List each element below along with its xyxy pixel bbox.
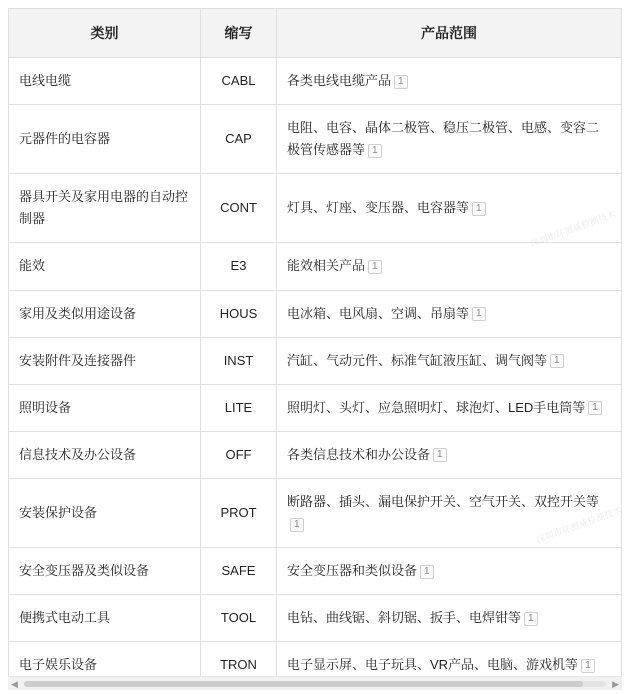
cell-category: 电线电缆 <box>9 58 201 105</box>
cell-abbreviation: CONT <box>201 174 277 243</box>
scope-text: 各类信息技术和办公设备 <box>287 446 431 462</box>
cell-abbreviation: OFF <box>201 431 277 478</box>
table-row <box>9 595 622 642</box>
footnote-mark: 1 <box>368 260 382 274</box>
cell-category: 电子娱乐设备 <box>9 642 201 689</box>
cell-abbreviation: INST <box>201 337 277 384</box>
scope-text: 照明灯、头灯、应急照明灯、球泡灯、LED手电筒等 <box>287 399 586 415</box>
cell-abbreviation: CABL <box>201 58 277 105</box>
cell-product-scope <box>277 174 622 243</box>
table-row <box>9 290 622 337</box>
footnote-mark: 1 <box>472 202 486 216</box>
column-header-product-scope: 产品范围 <box>277 9 622 58</box>
scroll-left-arrow-icon[interactable]: ◀ <box>11 678 18 689</box>
cell-abbreviation: HOUS <box>201 290 277 337</box>
cell-abbreviation: PROT <box>201 478 277 547</box>
cell-abbreviation: E3 <box>201 243 277 290</box>
cell-product-scope <box>277 290 622 337</box>
table-header <box>9 9 622 58</box>
footnote-mark: 1 <box>550 354 564 368</box>
cell-product-scope <box>277 431 622 478</box>
table-row <box>9 174 622 243</box>
scope-text: 电冰箱、电风扇、空调、吊扇等 <box>287 305 470 321</box>
table-body <box>9 58 622 689</box>
footnote-mark: 1 <box>433 448 447 462</box>
table-row <box>9 58 622 105</box>
table-row <box>9 384 622 431</box>
cell-category: 安全变压器及类似设备 <box>9 548 201 595</box>
cell-abbreviation: LITE <box>201 384 277 431</box>
footnote-mark: 1 <box>290 518 304 532</box>
cell-product-scope <box>277 478 622 547</box>
scope-text: 安全变压器和类似设备 <box>287 563 418 579</box>
cell-product-scope <box>277 243 622 290</box>
table-row <box>9 105 622 174</box>
cell-category: 元器件的电容器 <box>9 105 201 174</box>
scope-text: 灯具、灯座、变压器、电容器等 <box>287 200 470 216</box>
footnote-mark: 1 <box>524 612 538 626</box>
footnote-mark: 1 <box>394 75 408 89</box>
column-header-category: 类别 <box>9 9 201 58</box>
horizontal-scrollbar[interactable] <box>8 676 622 690</box>
cell-category: 家用及类似用途设备 <box>9 290 201 337</box>
table-row <box>9 478 622 547</box>
cell-abbreviation: SAFE <box>201 548 277 595</box>
cell-product-scope <box>277 105 622 174</box>
scope-text: 电钻、曲线锯、斜切锯、扳手、电焊钳等 <box>287 610 522 626</box>
table-header-row <box>9 9 622 58</box>
cell-abbreviation: TRON <box>201 642 277 689</box>
cell-category: 安装保护设备 <box>9 478 201 547</box>
table-row <box>9 548 622 595</box>
cell-category: 安装附件及连接器件 <box>9 337 201 384</box>
footnote-mark: 1 <box>581 659 595 673</box>
scroll-right-arrow-icon[interactable]: ▶ <box>612 678 619 689</box>
scope-text: 电阻、电容、晶体二极管、稳压二极管、电感、变容二极管传感器等 <box>287 120 600 158</box>
scope-text: 能效相关产品 <box>287 258 366 274</box>
table-row <box>9 243 622 290</box>
footnote-mark: 1 <box>472 307 486 321</box>
cell-product-scope <box>277 595 622 642</box>
table-row <box>9 431 622 478</box>
cell-category: 能效 <box>9 243 201 290</box>
footnote-mark: 1 <box>420 565 434 579</box>
certification-scope-table <box>8 8 622 689</box>
watermark: 深圳市环测威检测技术 <box>529 208 618 250</box>
scope-text: 断路器、插头、漏电保护开关、空气开关、双控开关等 <box>287 493 600 509</box>
cell-product-scope <box>277 337 622 384</box>
footnote-mark: 1 <box>368 144 382 158</box>
cell-abbreviation: TOOL <box>201 595 277 642</box>
cell-category: 器具开关及家用电器的自动控制器 <box>9 174 201 243</box>
scope-text: 电子显示屏、电子玩具、VR产品、电脑、游戏机等 <box>287 657 579 673</box>
cell-abbreviation: CAP <box>201 105 277 174</box>
scrollbar-track[interactable] <box>24 681 606 687</box>
cell-category: 信息技术及办公设备 <box>9 431 201 478</box>
scope-text: 各类电线电缆产品 <box>287 73 392 88</box>
scrollbar-thumb[interactable] <box>24 681 583 687</box>
cell-category: 便携式电动工具 <box>9 595 201 642</box>
column-header-abbreviation: 缩写 <box>201 9 277 58</box>
cell-category: 照明设备 <box>9 384 201 431</box>
watermark: 深圳市环测威检测技术 <box>535 504 624 546</box>
cell-product-scope <box>277 548 622 595</box>
footnote-mark: 1 <box>588 401 602 415</box>
cell-product-scope <box>277 58 622 105</box>
table-row <box>9 337 622 384</box>
cell-product-scope <box>277 384 622 431</box>
scope-text: 汽缸、气动元件、标准气缸液压缸、调气阀等 <box>287 352 548 368</box>
